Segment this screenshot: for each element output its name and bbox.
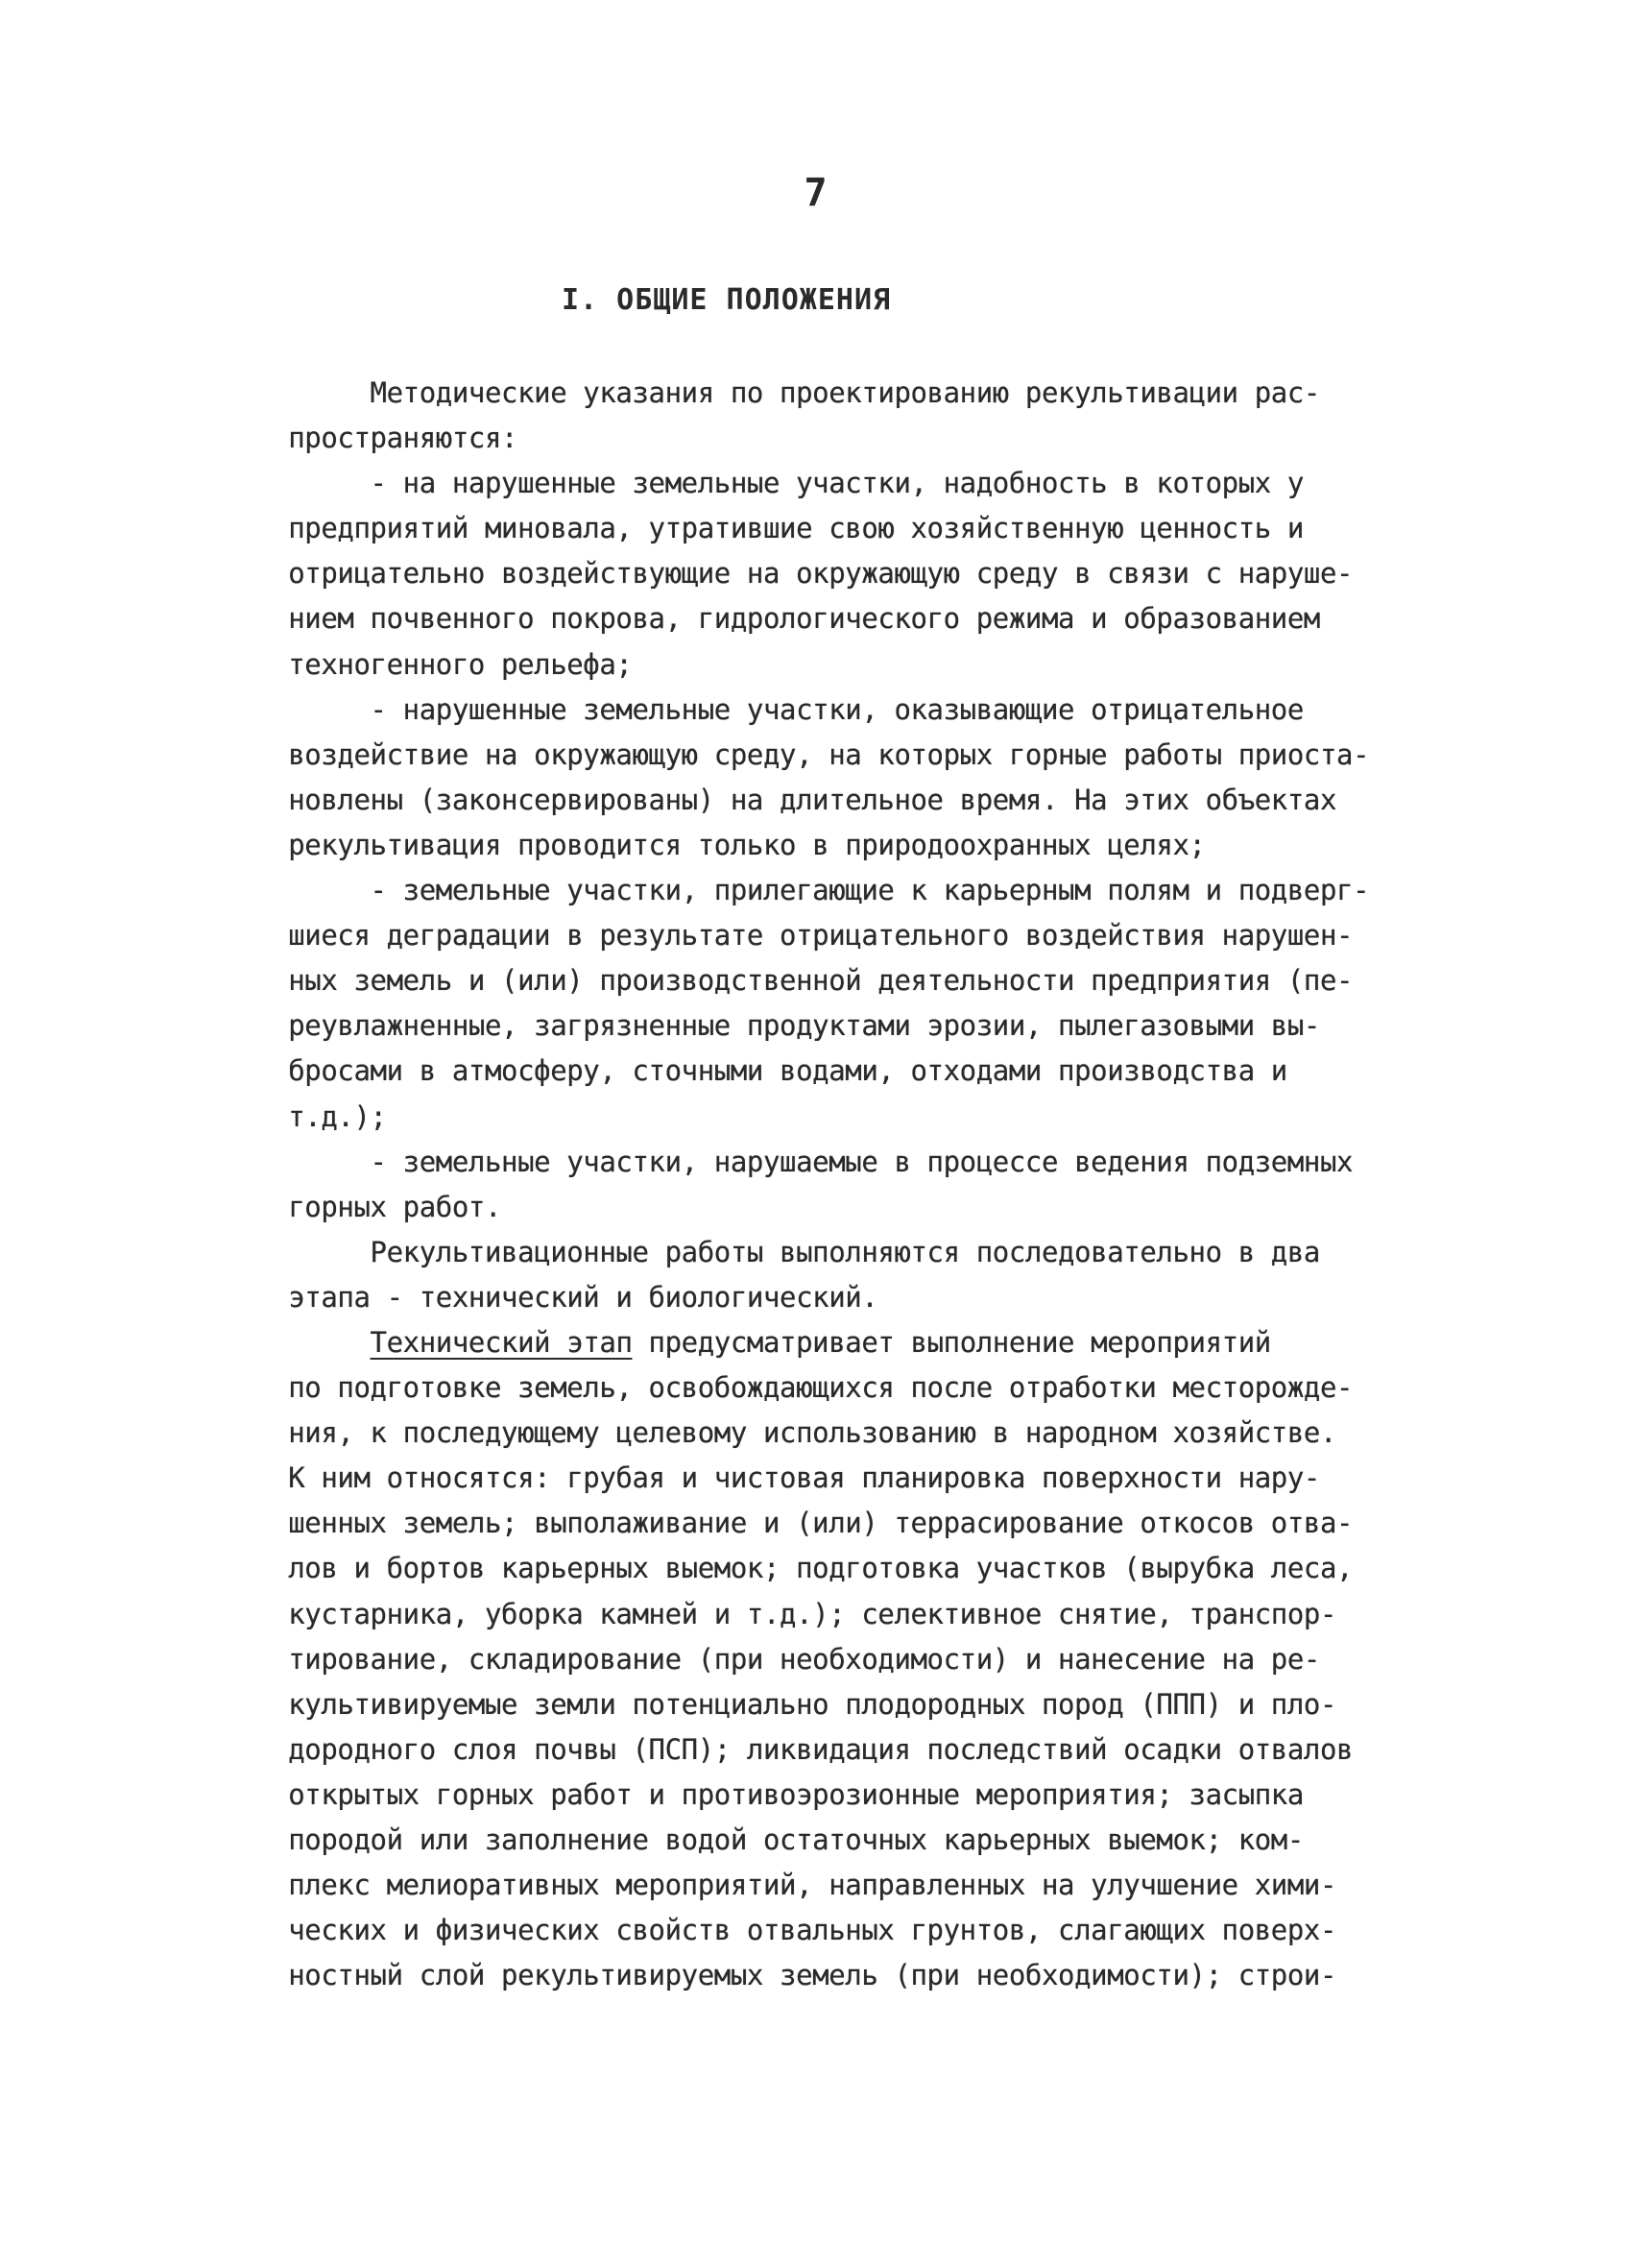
text-line: т.д.);	[223, 1099, 387, 1133]
text-line: ностный слой рекультивируемых земель (при необходимости); строи-	[223, 1959, 1337, 1992]
text-line: ческих и физических свойств отвальных грунтов, слагающих поверх-	[223, 1914, 1337, 1947]
text-line: плекс мелиоративных мероприятий, направленных на улучшение хими-	[223, 1869, 1337, 1902]
text-line: ных земель и (или) производственной деятельности предприятия (пе-	[223, 964, 1354, 998]
text-line: - на нарушенные земельные участки, надобность в которых у	[223, 467, 1304, 500]
body-text	[223, 371, 1471, 1998]
text-line: Технический этап предусматривает выполнение мероприятий	[370, 1325, 1271, 1359]
page-number: 7	[804, 171, 829, 215]
text-line: шенных земель; выполаживание и (или) террасирование откосов отва-	[223, 1507, 1354, 1540]
text-line: тирование, складирование (при необходимости) и нанесение на ре-	[223, 1642, 1320, 1676]
text-line: рекультивация проводится только в природоохранных целях;	[223, 828, 1206, 861]
text-line: кустарника, уборка камней и т.д.); селективное снятие, транспор-	[223, 1597, 1337, 1630]
text-line: горных работ.	[223, 1190, 502, 1223]
text-line: - земельные участки, прилегающие к карьерным полям и подверг-	[223, 874, 1370, 907]
text-line: отрицательно воздействующие на окружающую среду в связи с наруше-	[223, 557, 1354, 591]
text-line: лов и бортов карьерных выемок; подготовка участков (вырубка леса,	[223, 1552, 1354, 1585]
text-line: предприятий миновала, утратившие свою хозяйственную ценность и	[223, 512, 1304, 545]
text-line: этапа - технический и биологический.	[223, 1280, 878, 1314]
text-line: новлены (законсервированы) на длительное время. На этих объектах	[223, 783, 1337, 816]
text-line: бросами в атмосферу, сточными водами, отходами производства и	[223, 1054, 1287, 1088]
text-line: техногенного рельефа;	[223, 647, 633, 681]
text-line: - земельные участки, нарушаемые в процессе ведения подземных	[223, 1145, 1354, 1178]
text-line: по подготовке земель, освобождающихся после отработки месторожде-	[223, 1371, 1354, 1405]
text-line: открытых горных работ и противоэрозионные мероприятия; засыпка	[223, 1777, 1304, 1811]
text-line: реувлажненные, загрязненные продуктами эрозии, пылегазовыми вы-	[223, 1009, 1320, 1043]
section-title: I. ОБЩИЕ ПОЛОЖЕНИЯ	[562, 283, 892, 317]
text-line: нием почвенного покрова, гидрологического режима и образованием	[223, 602, 1320, 636]
text-line: шиеся деградации в результате отрицательного воздействия нарушен-	[223, 919, 1354, 953]
text-line: К ним относятся: грубая и чистовая планировка поверхности нару-	[223, 1461, 1320, 1495]
text-line: пространяются:	[223, 422, 518, 455]
text-line: Методические указания по проектированию рекультивации рас-	[223, 376, 1320, 409]
text-line: воздействие на окружающую среду, на которых горные работы приоста-	[223, 737, 1370, 771]
text-line: дородного слоя почвы (ПСП); ликвидация последствий осадки отвалов	[223, 1732, 1354, 1766]
text-line: культивируемые земли потенциально плодородных пород (ППП) и пло-	[223, 1687, 1337, 1721]
text-line: Рекультивационные работы выполняются последовательно в два	[223, 1235, 1320, 1268]
underlined-term: Технический этап	[370, 1325, 633, 1359]
text-line: ния, к последующему целевому использованию в народном хозяйстве.	[223, 1416, 1337, 1450]
text-line: породой или заполнение водой остаточных карьерных выемок; ком-	[223, 1823, 1304, 1856]
text-line: - нарушенные земельные участки, оказывающие отрицательное	[223, 692, 1304, 726]
